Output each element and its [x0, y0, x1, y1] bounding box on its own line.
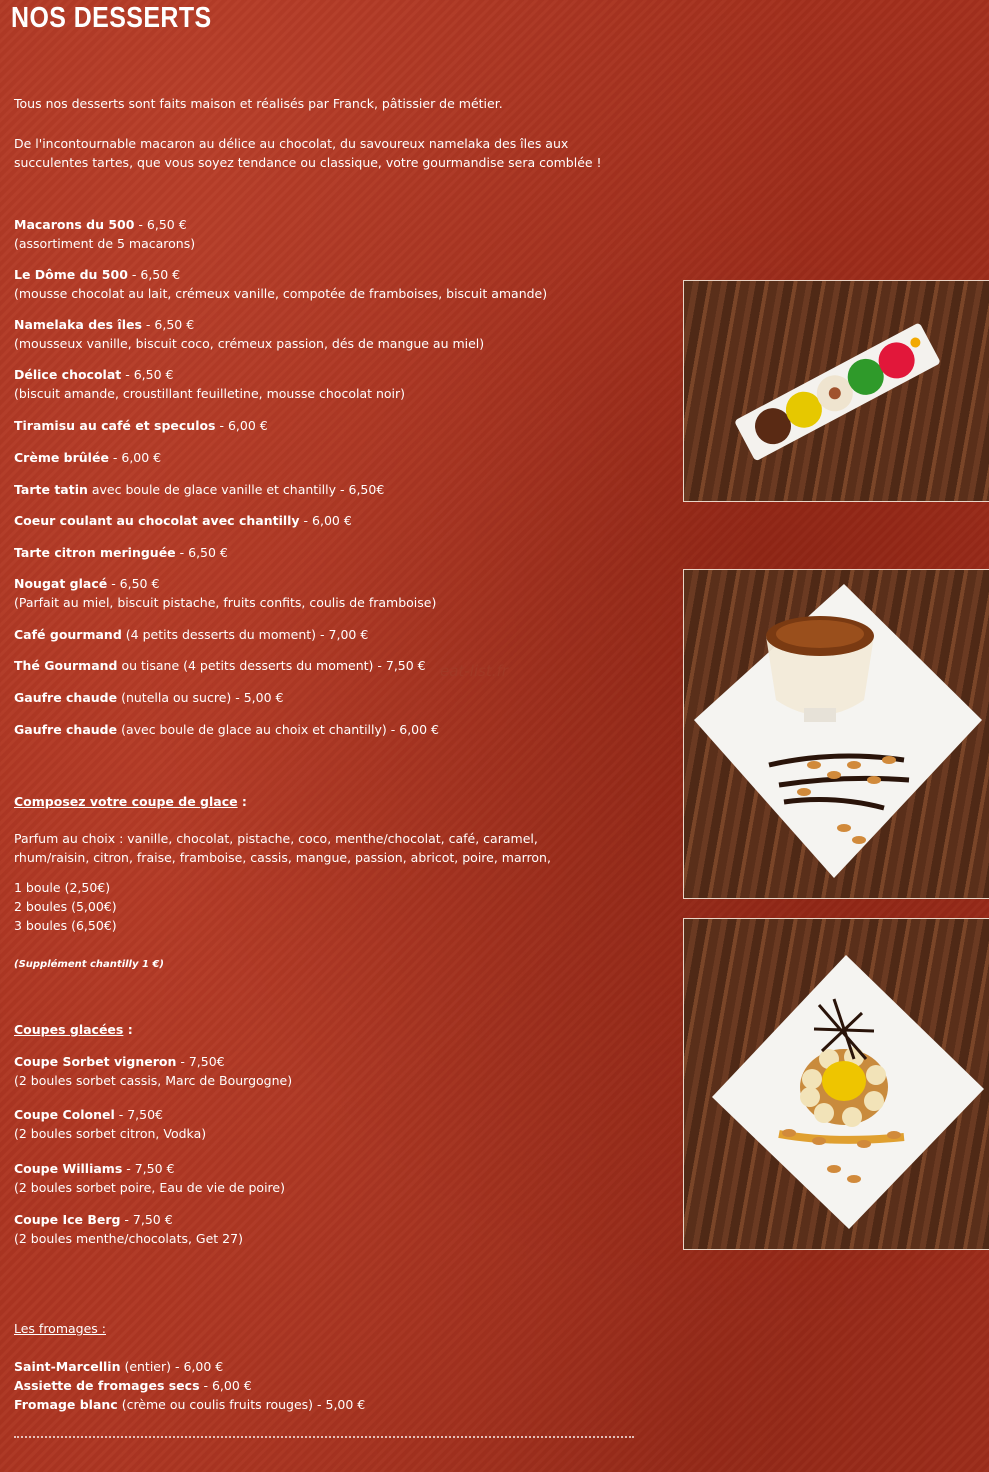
- menu-item: Fromage blanc (crème ou coulis fruits rouges) - 5,00 €: [14, 1397, 366, 1412]
- section-heading-fromages: Les fromages :: [14, 1321, 106, 1336]
- section-heading-coupe: Composez votre coupe de glace :: [14, 794, 247, 809]
- tarte-photo: [683, 918, 989, 1250]
- intro-line-2: De l'incontournable macaron au délice au chocolat, du savoureux namelaka des îles aux: [14, 136, 569, 151]
- menu-item: Coupe Sorbet vigneron - 7,50€: [14, 1054, 225, 1069]
- intro-line-3: succulentes tartes, que vous soyez tendance ou classique, votre gourmandise sera comblée !: [14, 155, 602, 170]
- menu-item: Crème brûlée - 6,00 €: [14, 450, 162, 465]
- menu-item-desc: (2 boules menthe/chocolats, Get 27): [14, 1231, 243, 1246]
- menu-item: Gaufre chaude (avec boule de glace au choix et chantilly) - 6,00 €: [14, 722, 439, 737]
- menu-item-desc: (biscuit amande, croustillant feuilletine, mousse chocolat noir): [14, 386, 406, 401]
- boule-option: 3 boules (6,50€): [14, 918, 117, 933]
- page-title: NOS DESSERTS: [11, 2, 212, 34]
- menu-item: Nougat glacé - 6,50 €: [14, 576, 160, 591]
- watermark: eat-list.fr: [440, 662, 508, 680]
- section-heading-coupes-glacees: Coupes glacées :: [14, 1022, 133, 1037]
- macarons-photo: [683, 280, 989, 502]
- menu-item-desc: (mousse chocolat au lait, crémeux vanille, compotée de framboises, biscuit amande): [14, 286, 548, 301]
- tiramisu-photo: [683, 569, 989, 899]
- menu-item: Tarte tatin avec boule de glace vanille et chantilly - 6,50€: [14, 482, 385, 497]
- menu-item-desc: (Parfait au miel, biscuit pistache, fruits confits, coulis de framboise): [14, 595, 437, 610]
- menu-item: Namelaka des îles - 6,50 €: [14, 317, 195, 332]
- parfum-line-1: Parfum au choix : vanille, chocolat, pistache, coco, menthe/chocolat, café, caramel,: [14, 831, 538, 846]
- boule-option: 2 boules (5,00€): [14, 899, 117, 914]
- menu-item: Gaufre chaude (nutella ou sucre) - 5,00 €: [14, 690, 284, 705]
- menu-item: Saint-Marcellin (entier) - 6,00 €: [14, 1359, 224, 1374]
- parfum-line-2: rhum/raisin, citron, fraise, framboise, cassis, mangue, passion, abricot, poire, marron,: [14, 850, 551, 865]
- intro-line-1: Tous nos desserts sont faits maison et réalisés par Franck, pâtissier de métier.: [14, 96, 503, 111]
- dotted-divider: [14, 1436, 634, 1438]
- menu-item-desc: (2 boules sorbet poire, Eau de vie de poire): [14, 1180, 285, 1195]
- menu-item-desc: (assortiment de 5 macarons): [14, 236, 196, 251]
- menu-item: Coupe Ice Berg - 7,50 €: [14, 1212, 173, 1227]
- menu-item: Coeur coulant au chocolat avec chantilly - 6,00 €: [14, 513, 352, 528]
- supplement-note: (Supplément chantilly 1 €): [14, 959, 164, 970]
- menu-item: Délice chocolat - 6,50 €: [14, 367, 174, 382]
- menu-item: Coupe Colonel - 7,50€: [14, 1107, 163, 1122]
- boule-option: 1 boule (2,50€): [14, 880, 111, 895]
- menu-item-desc: (mousseux vanille, biscuit coco, crémeux passion, dés de mangue au miel): [14, 336, 485, 351]
- menu-item: Tarte citron meringuée - 6,50 €: [14, 545, 228, 560]
- menu-item: Tiramisu au café et speculos - 6,00 €: [14, 418, 268, 433]
- menu-item: Coupe Williams - 7,50 €: [14, 1161, 175, 1176]
- menu-item: Macarons du 500 - 6,50 €: [14, 217, 187, 232]
- menu-item: Le Dôme du 500 - 6,50 €: [14, 267, 181, 282]
- menu-item: Assiette de fromages secs - 6,00 €: [14, 1378, 252, 1393]
- menu-item-desc: (2 boules sorbet citron, Vodka): [14, 1126, 207, 1141]
- menu-item-desc: (2 boules sorbet cassis, Marc de Bourgogne): [14, 1073, 293, 1088]
- menu-item: Café gourmand (4 petits desserts du moment) - 7,00 €: [14, 627, 369, 642]
- menu-item: Thé Gourmand ou tisane (4 petits desserts du moment) - 7,50 €: [14, 658, 426, 673]
